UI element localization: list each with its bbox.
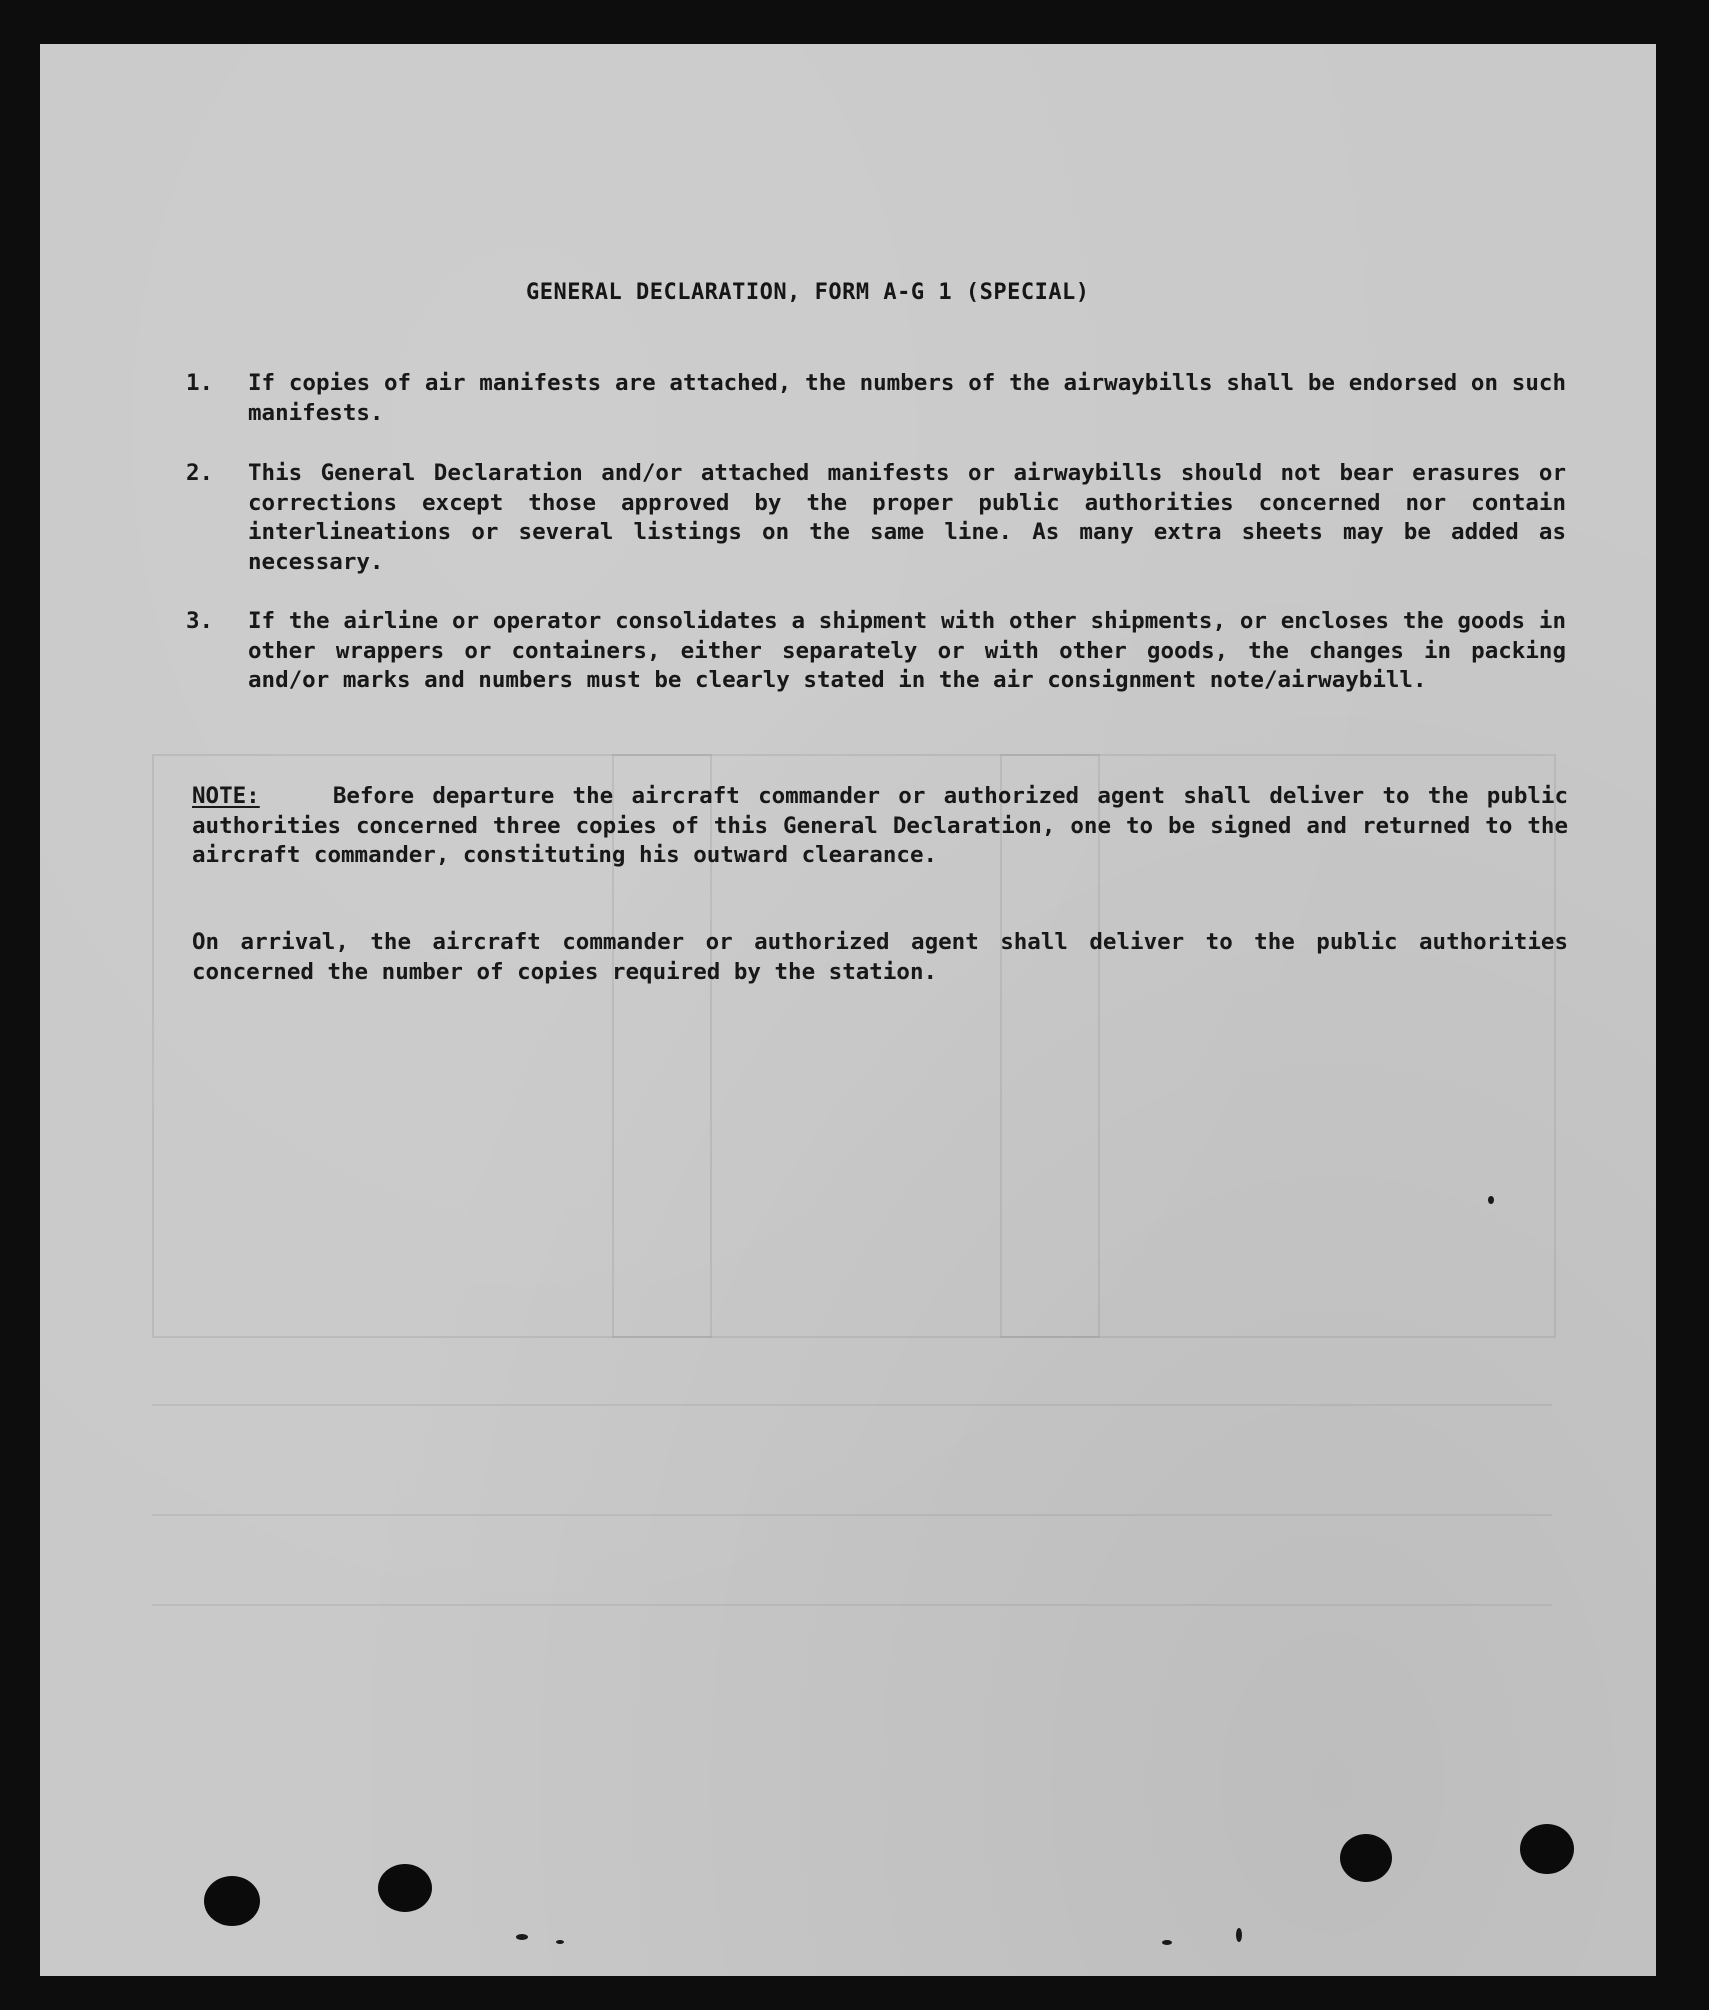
speck [1488,1196,1494,1204]
note-text: Before departure the aircraft commander or authorized agent shall deliver to the public authorities concerned three copies of this General Declaration, one to be signed and returned to the aircraft commander, constituting his outward clearance. [192,783,1568,868]
speck [1236,1928,1242,1942]
reverse-side-rule-ghost [152,1514,1552,1516]
list-item-number: 1. [186,370,214,396]
list-item-text: If the airline or operator consolidates a shipment with other shipments, or encloses the goods in other wrappers or containers, either separately or with other goods, the changes in packing and/or marks and numbers must be clearly stated in the air consignment note/airwaybill. [248,608,1566,693]
list-item-text: This General Declaration and/or attached manifests or airwaybills should not bear erasures or corrections except those approved by the proper public authorities concerned nor contain interlineations or several listings on the same line. As many extra sheets may be added as necessary. [248,460,1566,575]
list-item [186,607,1566,696]
arrival-paragraph: On arrival, the aircraft commander or authorized agent shall deliver to the public authorities concerned the number of copies required by the station. [192,929,1568,985]
document-page [40,44,1656,1976]
list-item-number: 3. [186,608,214,634]
punch-hole [204,1876,260,1926]
list-item-number: 2. [186,460,214,486]
reverse-side-rule-ghost [152,1604,1552,1606]
list-item [186,459,1566,577]
document-title: GENERAL DECLARATION, FORM A-G 1 (SPECIAL) [526,280,1090,305]
punch-hole [1520,1824,1574,1874]
speck [1162,1940,1172,1945]
note-label: NOTE: [192,783,260,809]
list-item-text: If copies of air manifests are attached, the numbers of the airwaybills shall be endorsed on such manifests. [248,370,1566,426]
speck [516,1934,528,1940]
note-paragraph [192,782,1568,871]
punch-hole [378,1864,432,1912]
punch-hole [1340,1834,1392,1882]
list-item [186,369,1566,428]
speck [556,1940,564,1944]
reverse-side-rule-ghost [152,1404,1552,1406]
